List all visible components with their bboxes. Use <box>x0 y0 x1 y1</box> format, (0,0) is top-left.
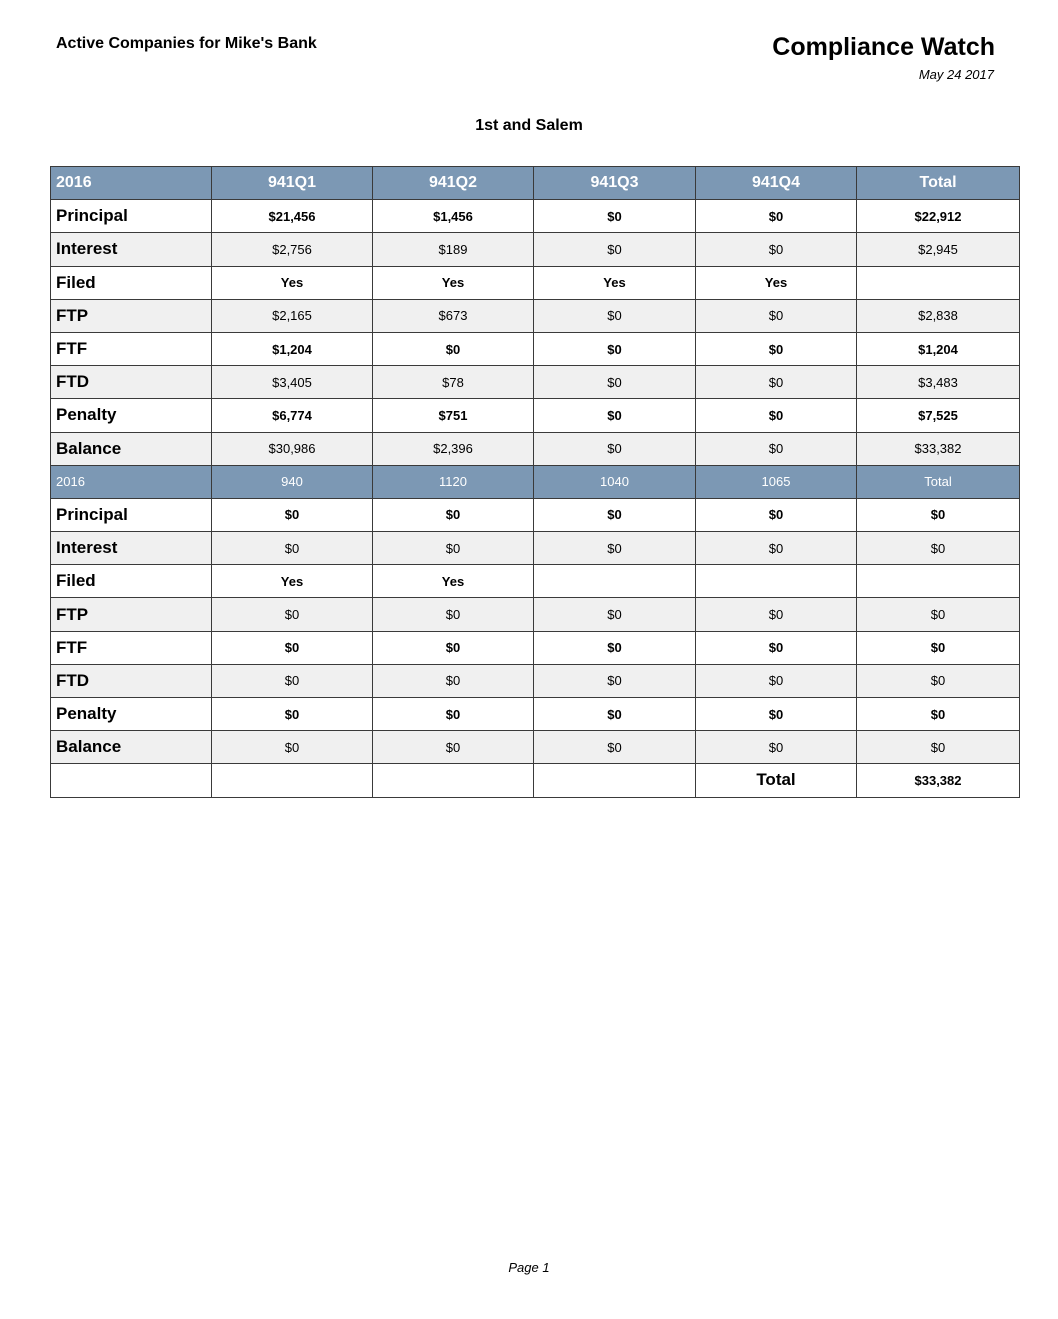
table-cell: $0 <box>696 399 857 432</box>
table-cell: $2,945 <box>857 233 1020 266</box>
table-row <box>51 664 1020 697</box>
table-cell: $0 <box>696 631 857 664</box>
table-cell: $0 <box>373 664 534 697</box>
table-cell: $0 <box>212 664 373 697</box>
table-cell <box>534 565 696 598</box>
table-row <box>51 631 1020 664</box>
table-row <box>51 598 1020 631</box>
column-header-cell: 1065 <box>696 465 857 498</box>
row-label-cell: Penalty <box>51 698 212 731</box>
table-cell: $3,483 <box>857 366 1020 399</box>
table-cell: $0 <box>373 631 534 664</box>
table-header-row <box>51 167 1020 200</box>
table-row <box>51 498 1020 531</box>
table-cell: $0 <box>534 299 696 332</box>
row-label-cell: Filed <box>51 266 212 299</box>
table-cell: Yes <box>212 266 373 299</box>
row-label-cell: Principal <box>51 498 212 531</box>
year-header-cell: 2016 <box>51 167 212 200</box>
table-cell: $0 <box>212 598 373 631</box>
table-row <box>51 266 1020 299</box>
table-cell: $78 <box>373 366 534 399</box>
empty-cell <box>51 764 212 797</box>
table-row <box>51 299 1020 332</box>
table-cell: $0 <box>696 498 857 531</box>
table-row <box>51 731 1020 764</box>
table-cell: $0 <box>534 233 696 266</box>
report-title: Compliance Watch <box>772 33 995 61</box>
page-number: Page 1 <box>508 1260 550 1275</box>
table-cell: $0 <box>212 532 373 565</box>
row-label-cell: Interest <box>51 233 212 266</box>
empty-cell <box>373 764 534 797</box>
row-label-cell: Balance <box>51 731 212 764</box>
table-cell: $0 <box>857 498 1020 531</box>
table-cell: $2,396 <box>373 432 534 465</box>
column-header-cell: 941Q4 <box>696 167 857 200</box>
table-row <box>51 366 1020 399</box>
table-cell: $3,405 <box>212 366 373 399</box>
table-cell: $2,838 <box>857 299 1020 332</box>
table-cell: $0 <box>534 332 696 365</box>
empty-cell <box>212 764 373 797</box>
table-cell: $0 <box>696 698 857 731</box>
table-cell: $0 <box>857 664 1020 697</box>
table-row <box>51 698 1020 731</box>
table-cell: $0 <box>373 698 534 731</box>
column-header-cell: 941Q3 <box>534 167 696 200</box>
report-heading: Active Companies for Mike's Bank <box>56 35 317 52</box>
column-header-cell: 1120 <box>373 465 534 498</box>
table-cell: $0 <box>696 233 857 266</box>
report-date: May 24 2017 <box>918 67 994 82</box>
column-header-cell: 941Q1 <box>212 167 373 200</box>
table-cell: $0 <box>373 532 534 565</box>
row-label-cell: FTD <box>51 664 212 697</box>
table-cell: $189 <box>373 233 534 266</box>
company-name: 1st and Salem <box>475 117 583 134</box>
table-cell: $0 <box>696 532 857 565</box>
table-cell: $0 <box>212 498 373 531</box>
table-cell: $0 <box>534 432 696 465</box>
row-label-cell: FTD <box>51 366 212 399</box>
table-cell <box>696 565 857 598</box>
row-label-cell: Penalty <box>51 399 212 432</box>
row-label-cell: FTP <box>51 598 212 631</box>
table-cell: $0 <box>534 731 696 764</box>
table-cell: $0 <box>534 664 696 697</box>
table-row <box>51 432 1020 465</box>
table-cell: Yes <box>696 266 857 299</box>
table-row <box>51 332 1020 365</box>
grand-total-value: $33,382 <box>857 764 1020 797</box>
grand-total-label: Total <box>696 764 857 797</box>
table-cell: Yes <box>373 565 534 598</box>
table-cell: $0 <box>696 366 857 399</box>
table-cell: $0 <box>534 399 696 432</box>
table-cell: $0 <box>857 532 1020 565</box>
table-cell: $0 <box>534 366 696 399</box>
table-cell: $0 <box>696 664 857 697</box>
compliance-table <box>50 166 1020 798</box>
table-cell: $0 <box>212 631 373 664</box>
table-cell: $33,382 <box>857 432 1020 465</box>
table-cell: $0 <box>534 200 696 233</box>
table-cell: $1,204 <box>212 332 373 365</box>
table-cell: $1,204 <box>857 332 1020 365</box>
row-label-cell: FTP <box>51 299 212 332</box>
table-cell: $0 <box>534 498 696 531</box>
row-label-cell: Interest <box>51 532 212 565</box>
table-cell <box>857 565 1020 598</box>
table-row <box>51 233 1020 266</box>
table-cell: $0 <box>212 698 373 731</box>
table-cell: Yes <box>373 266 534 299</box>
table-cell: $7,525 <box>857 399 1020 432</box>
table-row <box>51 532 1020 565</box>
table-cell: $0 <box>696 432 857 465</box>
table-row <box>51 200 1020 233</box>
table-cell: Yes <box>534 266 696 299</box>
table-cell: $0 <box>696 200 857 233</box>
table-cell: $0 <box>696 332 857 365</box>
row-label-cell: FTF <box>51 631 212 664</box>
table-cell: $22,912 <box>857 200 1020 233</box>
table-cell: Yes <box>212 565 373 598</box>
table-cell: $751 <box>373 399 534 432</box>
table-cell: $0 <box>696 299 857 332</box>
table-cell: $6,774 <box>212 399 373 432</box>
column-header-cell: 1040 <box>534 465 696 498</box>
table-cell: $0 <box>373 332 534 365</box>
table-cell: $0 <box>212 731 373 764</box>
table-cell: $0 <box>373 498 534 531</box>
row-label-cell: Principal <box>51 200 212 233</box>
table-cell: $0 <box>373 598 534 631</box>
table-cell: $0 <box>696 598 857 631</box>
column-header-cell: 941Q2 <box>373 167 534 200</box>
table-cell: $673 <box>373 299 534 332</box>
empty-cell <box>534 764 696 797</box>
table-cell: $0 <box>857 698 1020 731</box>
table-cell: $0 <box>534 598 696 631</box>
table-row <box>51 399 1020 432</box>
table-cell: $0 <box>534 631 696 664</box>
row-label-cell: Balance <box>51 432 212 465</box>
table-cell: $30,986 <box>212 432 373 465</box>
table-cell: $0 <box>534 698 696 731</box>
table-cell: $21,456 <box>212 200 373 233</box>
table-cell: $0 <box>857 731 1020 764</box>
table-header-row <box>51 465 1020 498</box>
table-row <box>51 565 1020 598</box>
grand-total-row <box>51 764 1020 797</box>
table-cell: $1,456 <box>373 200 534 233</box>
table-cell: $0 <box>696 731 857 764</box>
row-label-cell: Filed <box>51 565 212 598</box>
table-cell: $0 <box>534 532 696 565</box>
table-cell: $2,756 <box>212 233 373 266</box>
table-cell: $0 <box>857 598 1020 631</box>
column-header-cell: 940 <box>212 465 373 498</box>
table-cell: $2,165 <box>212 299 373 332</box>
row-label-cell: FTF <box>51 332 212 365</box>
table-cell: $0 <box>857 631 1020 664</box>
table-cell: $0 <box>373 731 534 764</box>
year-header-cell: 2016 <box>51 465 212 498</box>
column-header-cell: Total <box>857 167 1020 200</box>
table-cell <box>857 266 1020 299</box>
column-header-cell: Total <box>857 465 1020 498</box>
